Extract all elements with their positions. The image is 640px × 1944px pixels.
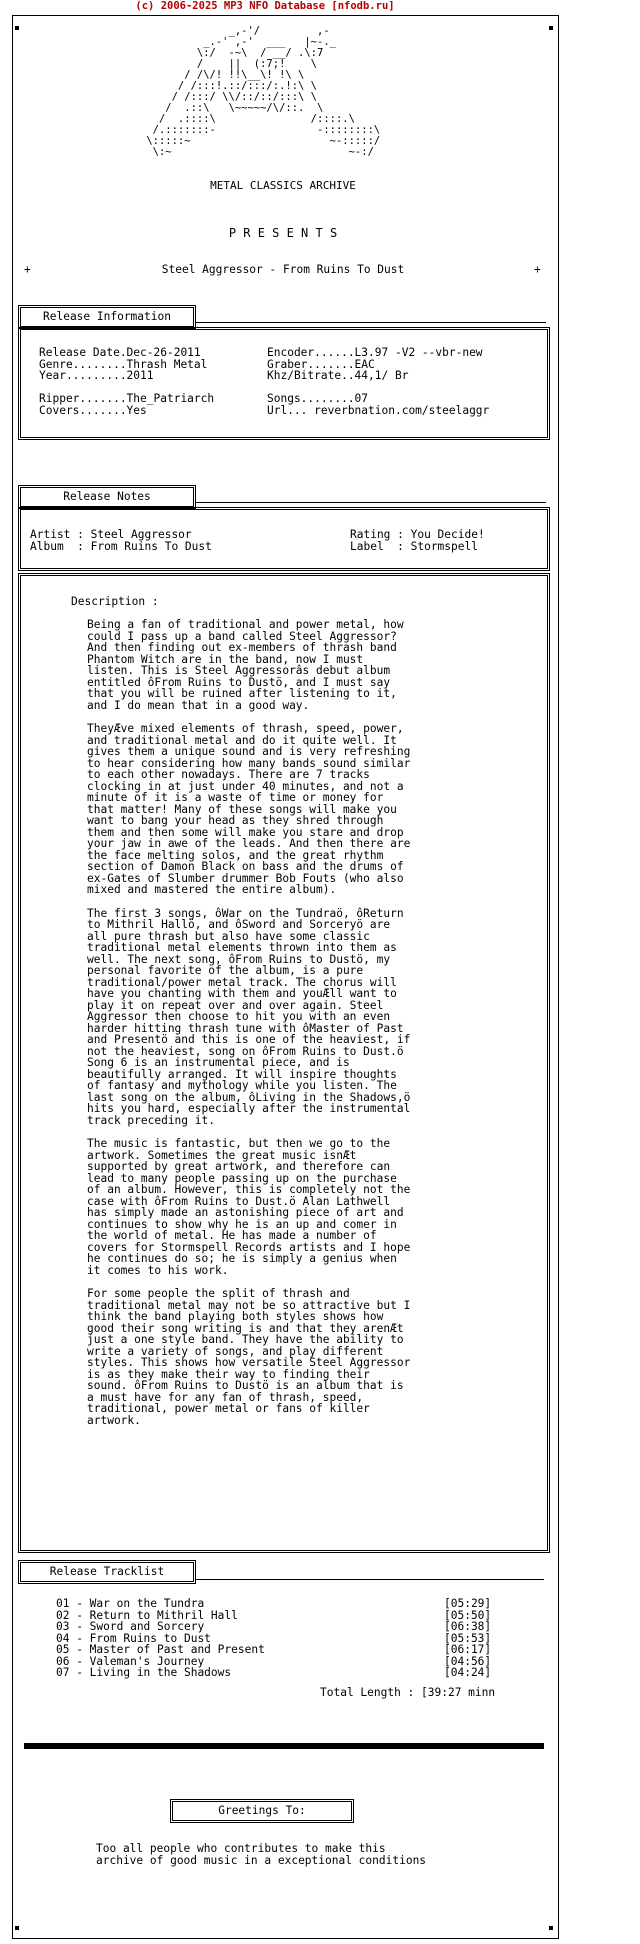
tab-rule — [196, 502, 546, 503]
greetings-text: Too all people who contributes to make this archive of good music in a exceptional conditions — [96, 1842, 427, 1867]
description-paragraph: For some people the split of thrash and traditional metal may not be so attractive but I think the band playing both styles shows how good their song writing is and that they arenÆt just a one style band. They have the ability to write a variety of songs, and play different styles. This shows how versatile Steel Aggressor is as they make their way to finding their sound. ôFrom Ruins to Dustö is an album that is a must have for any fan of thrash, speed, traditional, power metal or fans of killer artwork. — [87, 1287, 411, 1427]
track-time: [06:17] — [444, 1643, 492, 1656]
tab-rule — [196, 322, 546, 323]
greetings-label: Greetings To: — [218, 1804, 306, 1817]
description-box — [18, 573, 550, 1553]
release-notes-left: Artist : Steel Aggressor Album : From Ruins To Dust — [30, 528, 212, 553]
release-notes-box — [18, 507, 550, 571]
track-time: [05:53] — [444, 1631, 492, 1645]
description-paragraph: The first 3 songs, ôWar on the Tundraö, ôReturn to Mithril Hallö, and ôSword and Sorceryö are all pure thrash but also have some classic traditional metal elements thrown into them as well. The next song, ôFrom Ruins to Dustö, my personal favorite of the album, is a pure traditional/power metal track. The chorus will have you chanting with them and youÆll want to play it on repeat over and over again. Steel Aggressor then choose to hit you with an even harder hitting thrash tune with ôMaster of Past and Presentö and this is one of the heaviest, if not the heaviest, song on ôFrom Ruins to Dust.ö Song 6 is an instrumental piece, and is beautifully arranged. It will inspire thoughts of fantasy and mythology while you listen. The last song on the album, ôLiving in the Shadows,ö hits you hard, especially after the instrumental track preceding it. — [87, 906, 411, 1127]
release-info-left: Release Date.Dec-26-2011 Genre........Thrash Metal Year.........2011 Ripper.......The_Patriarch Covers.......Yes — [39, 346, 215, 417]
description-body — [87, 619, 410, 1426]
track-time: [05:29] — [444, 1597, 492, 1610]
greetings-tab — [170, 1799, 354, 1823]
release-line-bullet-right: + — [534, 263, 541, 276]
track-time: [06:38] — [444, 1620, 492, 1633]
track-row — [56, 1621, 536, 1633]
release-title-line: Steel Aggressor - From Ruins To Dust — [161, 263, 405, 276]
presents-heading: P R E S E N T S — [228, 226, 338, 240]
track-title: 01 - War on the Tundra — [56, 1597, 205, 1610]
tab-rule — [196, 1579, 544, 1580]
release-notes-right: Rating : You Decide! Label : Stormspell — [350, 528, 485, 553]
corner-dot-bottom-right — [549, 1926, 553, 1930]
metal-classics-logo: _,-'/ ,- _.-' ,-' ___ |~-._ \:/ -~\ / __/ .\:7 / || (:7;! \ / /\/! !!\__\! !\ \ / /:::!.::/:::/:.!:\ \ / /:::/ \\/::/::/:::\ \ / .::\ \~~~~~/\/::. \ / .::::\ /::::.\ /.:::::::- -::::::::\ \:::::~ ~-:::::/ \:~ ~-:/ — [146, 25, 381, 158]
track-row — [56, 1667, 536, 1679]
release-information-box — [18, 327, 550, 440]
release-information-label: Release Information — [43, 310, 171, 323]
release-notes-label: Release Notes — [63, 490, 151, 503]
description-paragraph: The music is fantastic, but then we go to the artwork. Sometimes the great music isnÆt supported by great artwork, and therefore can lead to many people passing up on the purchase of an album. However, this is completely not the case with ôFrom Ruins to Dust.ö Alan Lathwell has simply made an astonishing piece of art and continues to show why he is an up and comer in the world of metal. He has made a number of covers for Stormspell Records artists and I hope he continues do so; he is simply a genius when it comes to his work. — [87, 1137, 411, 1277]
track-time: [05:50] — [444, 1608, 492, 1622]
track-title: 06 - Valeman's Journey — [56, 1654, 205, 1668]
corner-dot-top-right — [549, 26, 553, 30]
track-title: 02 - Return to Mithril Hall — [56, 1608, 238, 1622]
track-title: 07 - Living in the Shadows — [56, 1666, 232, 1679]
release-tracklist-tab — [18, 1560, 196, 1584]
track-time: [04:24] — [444, 1666, 492, 1679]
release-notes-tab — [18, 485, 196, 509]
corner-dot-bottom-left — [15, 1926, 19, 1930]
description-paragraph: TheyÆve mixed elements of thrash, speed, power, and traditional metal and do it quite well. It gives them a unique sound and is very refreshing to hear considering how many bands sound similar to each other nowadays. There are 7 tracks clocking in at just under 40 minutes, and not a minute of it is a waste of time or money for that matter! Many of these songs will make you want to bang your head as they shred through them and then some will make you stare and drop your jaw in awe of the leads. And then there are the face melting solos, and the great rhythm section of Damon Black on bass and the drums of ex-Gates of Slumber drummer Bob Fouts (who also mixed and mastered the entire album). — [87, 722, 411, 896]
corner-dot-top-left — [15, 26, 19, 30]
release-tracklist-label: Release Tracklist — [49, 1565, 165, 1578]
logo-caption: METAL CLASSICS ARCHIVE — [210, 179, 356, 192]
description-label: Description : — [71, 595, 159, 608]
release-line-bullet-left: + — [24, 263, 31, 276]
track-title: 04 - From Ruins to Dust — [56, 1631, 211, 1645]
release-info-right: Encoder......L3.97 -V2 --vbr-new Graber.......EAC Khz/Bitrate..44,1/ Br Songs........07 Url... reverbnation.com/steelaggr — [267, 346, 490, 417]
total-length: Total Length : [39:27 minn — [320, 1686, 496, 1699]
tracklist — [56, 1598, 536, 1679]
description-paragraph: Being a fan of traditional and power metal, how could I pass up a band called Steel Aggressor? And then finding out ex-members of thrash band Phantom Witch are in the band, now I must listen. This is Steel Aggressorâs debut album entitled ôFrom Ruins to Dustö, and I must say that you will be ruined after listening to it, and I do mean that in a good way. — [87, 618, 404, 712]
track-title: 03 - Sword and Sorcery — [56, 1620, 205, 1633]
track-row — [56, 1644, 536, 1656]
track-row — [56, 1598, 536, 1610]
track-title: 05 - Master of Past and Present — [56, 1643, 265, 1656]
section-divider — [24, 1743, 544, 1749]
header-credit: (c) 2006-2025 MP3 NFO Database [nfodb.ru] — [135, 0, 395, 12]
track-time: [04:56] — [444, 1654, 492, 1668]
release-information-tab — [18, 305, 196, 329]
